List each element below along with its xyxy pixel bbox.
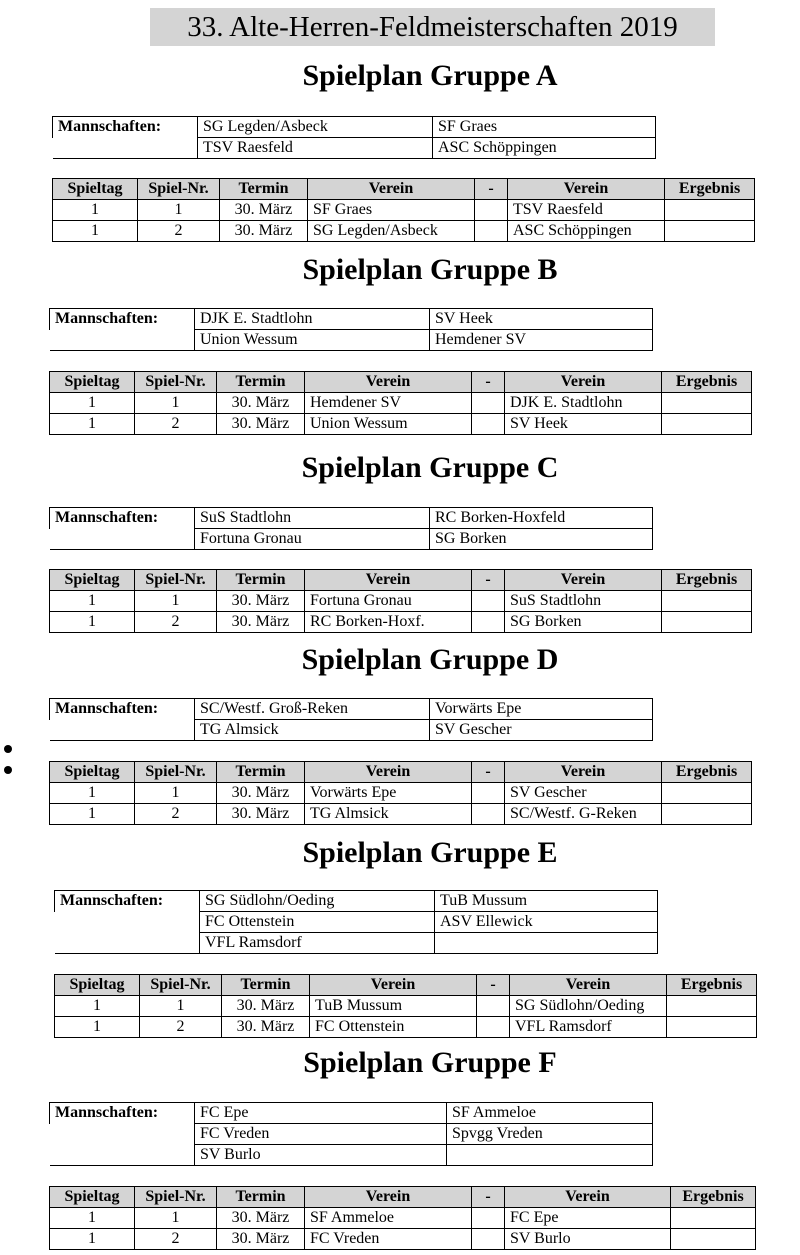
teams-table (49, 308, 653, 351)
teams-table (49, 507, 653, 550)
spieltag-header: Spieltag (50, 372, 135, 393)
spieltag-cell: 1 (50, 591, 135, 612)
dash-cell (472, 1208, 505, 1229)
verein-home-header: Verein (308, 179, 475, 200)
verein-home-header: Verein (305, 570, 472, 591)
result-cell (662, 393, 752, 414)
home-team-cell: SG Legden/Asbeck (308, 221, 475, 242)
team-name: SG Südlohn/Oeding (200, 891, 435, 912)
teams-table (49, 1102, 653, 1166)
home-team-cell: Fortuna Gronau (305, 591, 472, 612)
matches-header-row (53, 179, 755, 200)
dash-cell (472, 612, 505, 633)
spiel-nr-header: Spiel-Nr. (135, 570, 217, 591)
bullet-1 (4, 745, 12, 753)
match-row (50, 612, 752, 633)
matches-header-row (50, 570, 752, 591)
dash-cell (475, 221, 508, 242)
team-name: Spvgg Vreden (447, 1124, 653, 1145)
termin-cell: 30. März (217, 1208, 305, 1229)
home-team-cell: TG Almsick (305, 804, 472, 825)
verein-home-header: Verein (310, 975, 477, 996)
match-row (50, 591, 752, 612)
spiel-nr-cell: 2 (135, 612, 217, 633)
spieltag-header: Spieltag (55, 975, 140, 996)
spiel-nr-cell: 2 (138, 221, 220, 242)
result-cell (665, 221, 755, 242)
dash-header: - (472, 1187, 505, 1208)
spieltag-cell: 1 (50, 414, 135, 435)
ergebnis-header: Ergebnis (667, 975, 757, 996)
result-cell (662, 804, 752, 825)
spiel-nr-header: Spiel-Nr. (135, 762, 217, 783)
team-name (447, 1145, 653, 1166)
termin-header: Termin (222, 975, 310, 996)
termin-cell: 30. März (217, 804, 305, 825)
dash-cell (472, 393, 505, 414)
result-cell (671, 1208, 756, 1229)
match-row (50, 1229, 756, 1250)
group-title: Spielplan Gruppe E (302, 836, 558, 869)
verein-home-header: Verein (305, 1187, 472, 1208)
match-row (50, 1208, 756, 1229)
spieltag-cell: 1 (50, 804, 135, 825)
teams-row (53, 138, 656, 159)
termin-header: Termin (217, 570, 305, 591)
dash-header: - (477, 975, 510, 996)
teams-row (50, 508, 653, 529)
team-name: SV Heek (430, 309, 653, 330)
home-team-cell: RC Borken-Hoxf. (305, 612, 472, 633)
termin-cell: 30. März (220, 221, 308, 242)
mannschaften-label: Mannschaften: (55, 891, 200, 912)
team-name: Vorwärts Epe (430, 699, 653, 720)
mannschaften-label: Mannschaften: (53, 117, 198, 138)
ergebnis-header: Ergebnis (662, 570, 752, 591)
termin-cell: 30. März (217, 1229, 305, 1250)
team-name: TuB Mussum (435, 891, 658, 912)
result-cell (671, 1229, 756, 1250)
spieltag-header: Spieltag (50, 762, 135, 783)
away-team-cell: SG Borken (505, 612, 662, 633)
spiel-nr-cell: 1 (135, 591, 217, 612)
team-name (435, 933, 658, 954)
team-name: SV Burlo (195, 1145, 447, 1166)
mannschaften-label: Mannschaften: (50, 1103, 195, 1124)
matches-table (54, 974, 757, 1038)
dash-cell (472, 414, 505, 435)
team-name: SG Borken (430, 529, 653, 550)
match-row (50, 804, 752, 825)
termin-cell: 30. März (217, 591, 305, 612)
result-cell (662, 612, 752, 633)
spiel-nr-header: Spiel-Nr. (135, 372, 217, 393)
result-cell (667, 1017, 757, 1038)
teams-row (50, 1124, 653, 1145)
team-name: TSV Raesfeld (198, 138, 433, 159)
dash-cell (475, 200, 508, 221)
teams-row (50, 330, 653, 351)
label-spacer (55, 912, 200, 933)
matches-table (52, 178, 755, 242)
dash-header: - (475, 179, 508, 200)
teams-row (50, 309, 653, 330)
ergebnis-header: Ergebnis (662, 762, 752, 783)
team-name: SF Graes (433, 117, 656, 138)
termin-cell: 30. März (222, 996, 310, 1017)
label-spacer (50, 1124, 195, 1145)
termin-cell: 30. März (220, 200, 308, 221)
team-name: Fortuna Gronau (195, 529, 430, 550)
matches-header-row (55, 975, 757, 996)
away-team-cell: TSV Raesfeld (508, 200, 665, 221)
result-cell (662, 414, 752, 435)
spiel-nr-header: Spiel-Nr. (140, 975, 222, 996)
termin-header: Termin (217, 1187, 305, 1208)
away-team-cell: SV Heek (505, 414, 662, 435)
away-team-cell: VFL Ramsdorf (510, 1017, 667, 1038)
spiel-nr-cell: 1 (140, 996, 222, 1017)
group-title: Spielplan Gruppe C (301, 451, 559, 484)
teams-row (50, 1103, 653, 1124)
matches-header-row (50, 372, 752, 393)
match-row (53, 200, 755, 221)
result-cell (667, 996, 757, 1017)
spieltag-header: Spieltag (50, 570, 135, 591)
termin-header: Termin (220, 179, 308, 200)
spieltag-header: Spieltag (53, 179, 138, 200)
teams-table (54, 890, 658, 954)
ergebnis-header: Ergebnis (662, 372, 752, 393)
spiel-nr-cell: 1 (135, 393, 217, 414)
home-team-cell: FC Vreden (305, 1229, 472, 1250)
bullet-2 (4, 766, 12, 774)
away-team-cell: SV Burlo (505, 1229, 671, 1250)
mannschaften-label: Mannschaften: (50, 309, 195, 330)
verein-away-header: Verein (510, 975, 667, 996)
ergebnis-header: Ergebnis (671, 1187, 756, 1208)
home-team-cell: Hemdener SV (305, 393, 472, 414)
matches-header-row (50, 762, 752, 783)
verein-away-header: Verein (505, 570, 662, 591)
team-name: Union Wessum (195, 330, 430, 351)
group-title: Spielplan Gruppe F (303, 1046, 557, 1079)
match-row (55, 1017, 757, 1038)
match-row (53, 221, 755, 242)
spiel-nr-cell: 2 (140, 1017, 222, 1038)
termin-cell: 30. März (217, 393, 305, 414)
termin-header: Termin (217, 372, 305, 393)
team-name: Hemdener SV (430, 330, 653, 351)
home-team-cell: FC Ottenstein (310, 1017, 477, 1038)
termin-cell: 30. März (217, 414, 305, 435)
spiel-nr-cell: 1 (135, 1208, 217, 1229)
spieltag-cell: 1 (50, 612, 135, 633)
verein-home-header: Verein (305, 372, 472, 393)
result-cell (665, 200, 755, 221)
team-name: SuS Stadtlohn (195, 508, 430, 529)
ergebnis-header: Ergebnis (665, 179, 755, 200)
team-name: DJK E. Stadtlohn (195, 309, 430, 330)
away-team-cell: SC/Westf. G-Reken (505, 804, 662, 825)
dash-cell (472, 1229, 505, 1250)
mannschaften-label: Mannschaften: (50, 508, 195, 529)
team-name: SC/Westf. Groß-Reken (195, 699, 430, 720)
label-spacer (55, 933, 200, 954)
termin-cell: 30. März (217, 612, 305, 633)
home-team-cell: SF Ammeloe (305, 1208, 472, 1229)
spiel-nr-header: Spiel-Nr. (135, 1187, 217, 1208)
team-name: RC Borken-Hoxfeld (430, 508, 653, 529)
team-name: FC Epe (195, 1103, 447, 1124)
team-name: TG Almsick (195, 720, 430, 741)
spieltag-cell: 1 (53, 200, 138, 221)
label-spacer (50, 330, 195, 351)
spieltag-cell: 1 (55, 1017, 140, 1038)
spieltag-cell: 1 (50, 1208, 135, 1229)
teams-table (49, 698, 653, 741)
spieltag-cell: 1 (50, 1229, 135, 1250)
dash-cell (472, 804, 505, 825)
spieltag-header: Spieltag (50, 1187, 135, 1208)
label-spacer (53, 138, 198, 159)
matches-table (49, 371, 752, 435)
spieltag-cell: 1 (50, 783, 135, 804)
team-name: ASV Ellewick (435, 912, 658, 933)
label-spacer (50, 720, 195, 741)
dash-cell (477, 1017, 510, 1038)
teams-row (50, 720, 653, 741)
teams-row (55, 912, 658, 933)
spiel-nr-cell: 2 (135, 414, 217, 435)
away-team-cell: SG Südlohn/Oeding (510, 996, 667, 1017)
dash-cell (472, 783, 505, 804)
away-team-cell: ASC Schöppingen (508, 221, 665, 242)
label-spacer (50, 1145, 195, 1166)
verein-away-header: Verein (505, 1187, 671, 1208)
home-team-cell: TuB Mussum (310, 996, 477, 1017)
away-team-cell: SuS Stadtlohn (505, 591, 662, 612)
team-name: ASC Schöppingen (433, 138, 656, 159)
teams-row (55, 933, 658, 954)
termin-cell: 30. März (222, 1017, 310, 1038)
teams-row (55, 891, 658, 912)
team-name: FC Ottenstein (200, 912, 435, 933)
matches-table (49, 569, 752, 633)
home-team-cell: Union Wessum (305, 414, 472, 435)
spiel-nr-header: Spiel-Nr. (138, 179, 220, 200)
verein-away-header: Verein (505, 372, 662, 393)
verein-away-header: Verein (505, 762, 662, 783)
result-cell (662, 783, 752, 804)
team-name: SG Legden/Asbeck (198, 117, 433, 138)
team-name: SF Ammeloe (447, 1103, 653, 1124)
matches-header-row (50, 1187, 756, 1208)
teams-table (52, 116, 656, 159)
match-row (50, 414, 752, 435)
team-name: VFL Ramsdorf (200, 933, 435, 954)
spiel-nr-cell: 1 (135, 783, 217, 804)
teams-row (50, 699, 653, 720)
dash-cell (477, 996, 510, 1017)
group-title: Spielplan Gruppe D (301, 643, 559, 676)
matches-table (49, 1186, 756, 1250)
dash-cell (472, 591, 505, 612)
dash-header: - (472, 762, 505, 783)
spieltag-cell: 1 (55, 996, 140, 1017)
spiel-nr-cell: 2 (135, 804, 217, 825)
document-title: 33. Alte-Herren-Feldmeisterschaften 2019 (150, 8, 715, 46)
home-team-cell: SF Graes (308, 200, 475, 221)
spieltag-cell: 1 (50, 393, 135, 414)
termin-header: Termin (217, 762, 305, 783)
home-team-cell: Vorwärts Epe (305, 783, 472, 804)
matches-table (49, 761, 752, 825)
spiel-nr-cell: 2 (135, 1229, 217, 1250)
match-row (55, 996, 757, 1017)
teams-row (53, 117, 656, 138)
away-team-cell: FC Epe (505, 1208, 671, 1229)
dash-header: - (472, 570, 505, 591)
team-name: FC Vreden (195, 1124, 447, 1145)
match-row (50, 783, 752, 804)
mannschaften-label: Mannschaften: (50, 699, 195, 720)
teams-row (50, 529, 653, 550)
group-title: Spielplan Gruppe B (302, 253, 558, 286)
match-row (50, 393, 752, 414)
spieltag-cell: 1 (53, 221, 138, 242)
away-team-cell: DJK E. Stadtlohn (505, 393, 662, 414)
spiel-nr-cell: 1 (138, 200, 220, 221)
dash-header: - (472, 372, 505, 393)
result-cell (662, 591, 752, 612)
verein-away-header: Verein (508, 179, 665, 200)
verein-home-header: Verein (305, 762, 472, 783)
termin-cell: 30. März (217, 783, 305, 804)
away-team-cell: SV Gescher (505, 783, 662, 804)
teams-row (50, 1145, 653, 1166)
label-spacer (50, 529, 195, 550)
group-title: Spielplan Gruppe A (302, 59, 558, 92)
team-name: SV Gescher (430, 720, 653, 741)
